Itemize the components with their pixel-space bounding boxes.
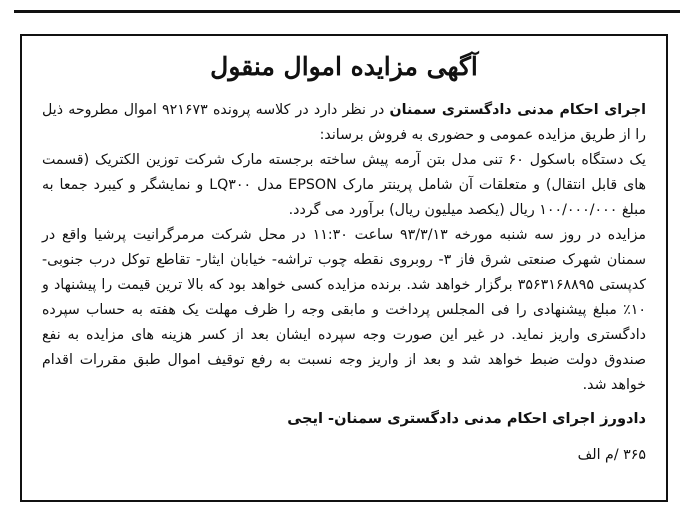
intro-text: در نظر دارد در کلاسه پرونده ۹۲۱۶۷۳ اموال مطروحه ذیل را از طریق مزایده عمومی و حضوری به فروش برساند: — [42, 102, 646, 143]
signature-line: دادورز اجرای احکام مدنی دادگستری سمنان- ایجی — [287, 410, 646, 427]
reference-code: ۳۶۵ /م الف — [577, 447, 646, 463]
top-rule — [14, 10, 680, 13]
item-description: یک دستگاه باسکول ۶۰ تنی مدل بتن آرمه پیش ساخته برجسته مارک شرکت توزین الکتریک (قسمت های قابل انتقال) و متعلقات آن شامل پرینتر مارک EPSON مدل LQ۳۰۰ و نمایشگر و کیبرد جمعا به مبلغ ۱۰۰/۰۰۰/۰۰۰ ریال (یکصد میلیون ریال) برآورد می گردد. — [42, 152, 647, 218]
notice-frame — [20, 34, 668, 502]
notice-title: آگهی مزایده اموال منقول — [210, 52, 478, 81]
issuer-name: اجرای احکام مدنی دادگستری سمنان — [389, 102, 646, 118]
auction-details: مزایده در روز سه شنبه مورخه ۹۳/۳/۱۳ ساعت ۱۱:۳۰ در محل شرکت مرمرگرانیت پرشیا واقع در سمنان شهرک صنعتی شرق فاز ۳- روبروی نقطه چوب تراشه- خیابان ایثار- تقاطع توکل درب جنوبی- کدپستی ۳۵۶۳۱۶۸۸۹۵ برگزار خواهد شد. برنده مزایده کسی خواهد بود که بالا ترین قیمت را پیشنهاد و ۱۰٪ مبلغ پیشنهادی را فی المجلس پرداخت و مابقی وجه را ظرف مهلت یک هفته به حساب سپرده دادگستری واریز نماید. در غیر این صورت وجه سپرده ایشان بعد از کسر هزینه های مزایده به نفع صندوق دولت ضبط خواهد شد و بعد از واریز وجه نسبت به رفع توقیف اموال طبق مقررات اقدام خواهد شد. — [42, 227, 646, 393]
notice-intro — [42, 98, 646, 148]
